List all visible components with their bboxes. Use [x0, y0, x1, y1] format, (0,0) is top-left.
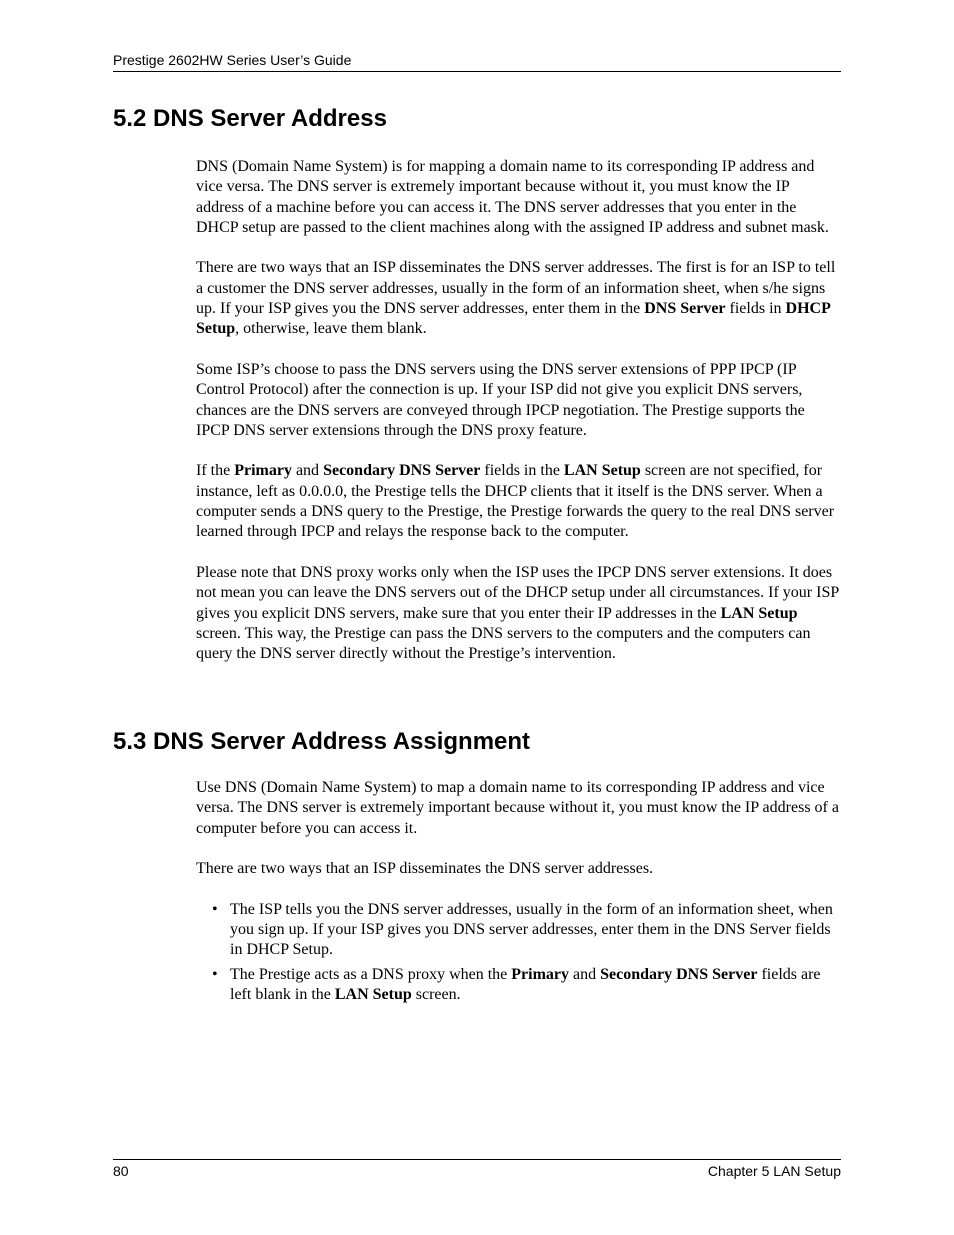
text-run: There are two ways that an ISP disseminates the DNS server addresses. The first is for an ISP to tell a customer the DNS server addresses, usually in the form of an information sheet, when s/he signs up. If your ISP gives you the DNS server addresses, enter them in the: [196, 259, 836, 318]
bullet-icon: •: [212, 900, 218, 918]
ui-term: Secondary DNS Server: [323, 462, 481, 480]
bullet-icon: •: [212, 965, 218, 983]
header-rule: [113, 71, 841, 72]
ui-term: DHCP Setup: [196, 300, 830, 338]
text-run: and: [291, 462, 324, 480]
section-heading-5-3: 5.3 DNS Server Address Assignment: [113, 728, 531, 755]
text-run: screen.: [411, 985, 461, 1003]
text-run: If the: [196, 462, 235, 480]
text-run: fields are left blank in the: [230, 965, 821, 1003]
bullet-list: [196, 900, 841, 1005]
list-item: [196, 965, 841, 1006]
ui-term: LAN Setup: [334, 985, 412, 1003]
list-item: [196, 900, 841, 961]
paragraph: Some ISP’s choose to pass the DNS servers using the DNS server extensions of PPP IPCP (IP Control Protocol) after the connection is up. If your ISP did not give you explicit DNS servers, chances are the DNS servers are conveyed through IPCP negotiation. The Prestige supports the IPCP DNS server extensions through the DNS proxy feature.: [196, 360, 805, 439]
chapter-title: Chapter 5 LAN Setup: [707, 1163, 841, 1179]
ui-term: Primary: [511, 965, 570, 983]
footer-rule: [113, 1159, 841, 1160]
text-run: , otherwise, leave them blank.: [235, 320, 427, 338]
page-number: 80: [113, 1163, 129, 1179]
text-run: Please note that DNS proxy works only when the ISP uses the IPCP DNS server extensions. It does not mean you can leave the DNS servers out of the DHCP setup under all circumstances. If your ISP gives you explicit DNS servers, make sure that you enter their IP addresses in the: [196, 563, 839, 622]
text-run: The ISP tells you the DNS server addresses, usually in the form of an information sheet, when you sign up. If your ISP gives you DNS server addresses, enter them in the DNS Server fields in DHCP Setup.: [230, 900, 833, 959]
paragraph: [196, 258, 841, 339]
text-run: screen are not specified, for instance, left as 0.0.0.0, the Prestige tells the DHCP clients that it itself is the DNS server. When a computer sends a DNS query to the Prestige, the Prestige forwards the query to the real DNS server learned through IPCP and relays the response back to the computer.: [196, 462, 835, 541]
paragraph: [196, 461, 841, 542]
text-run: fields in: [725, 300, 786, 318]
section-5-2-body: [196, 157, 841, 664]
text-run: and: [569, 965, 601, 983]
paragraph: DNS (Domain Name System) is for mapping a domain name to its corresponding IP address and vice versa. The DNS server is extremely important because without it, you must know the IP address of a machine before you can access it. The DNS server addresses that you enter in the DHCP setup are passed to the client machines along with the assigned IP address and subnet mask.: [196, 158, 829, 236]
running-header: Prestige 2602HW Series User’s Guide: [113, 52, 352, 68]
section-5-3-body: [196, 778, 841, 1009]
ui-term: Secondary DNS Server: [600, 965, 758, 983]
paragraph: Use DNS (Domain Name System) to map a domain name to its corresponding IP address and vice versa. The DNS server is extremely important because without it, you must know the IP address of a computer before you can access it.: [196, 779, 839, 837]
ui-term: Primary: [234, 462, 292, 480]
paragraph: [196, 563, 841, 664]
text-run: fields in the: [480, 462, 564, 480]
ui-term: LAN Setup: [563, 462, 641, 480]
section-heading-5-2: 5.2 DNS Server Address: [113, 105, 387, 132]
ui-term: DNS Server: [644, 300, 726, 318]
paragraph: There are two ways that an ISP disseminates the DNS server addresses.: [196, 860, 654, 878]
ui-term: LAN Setup: [720, 604, 798, 622]
text-run: The Prestige acts as a DNS proxy when the: [230, 965, 512, 983]
text-run: screen. This way, the Prestige can pass the DNS servers to the computers and the computers can query the DNS server directly without the Prestige’s intervention.: [196, 624, 811, 663]
